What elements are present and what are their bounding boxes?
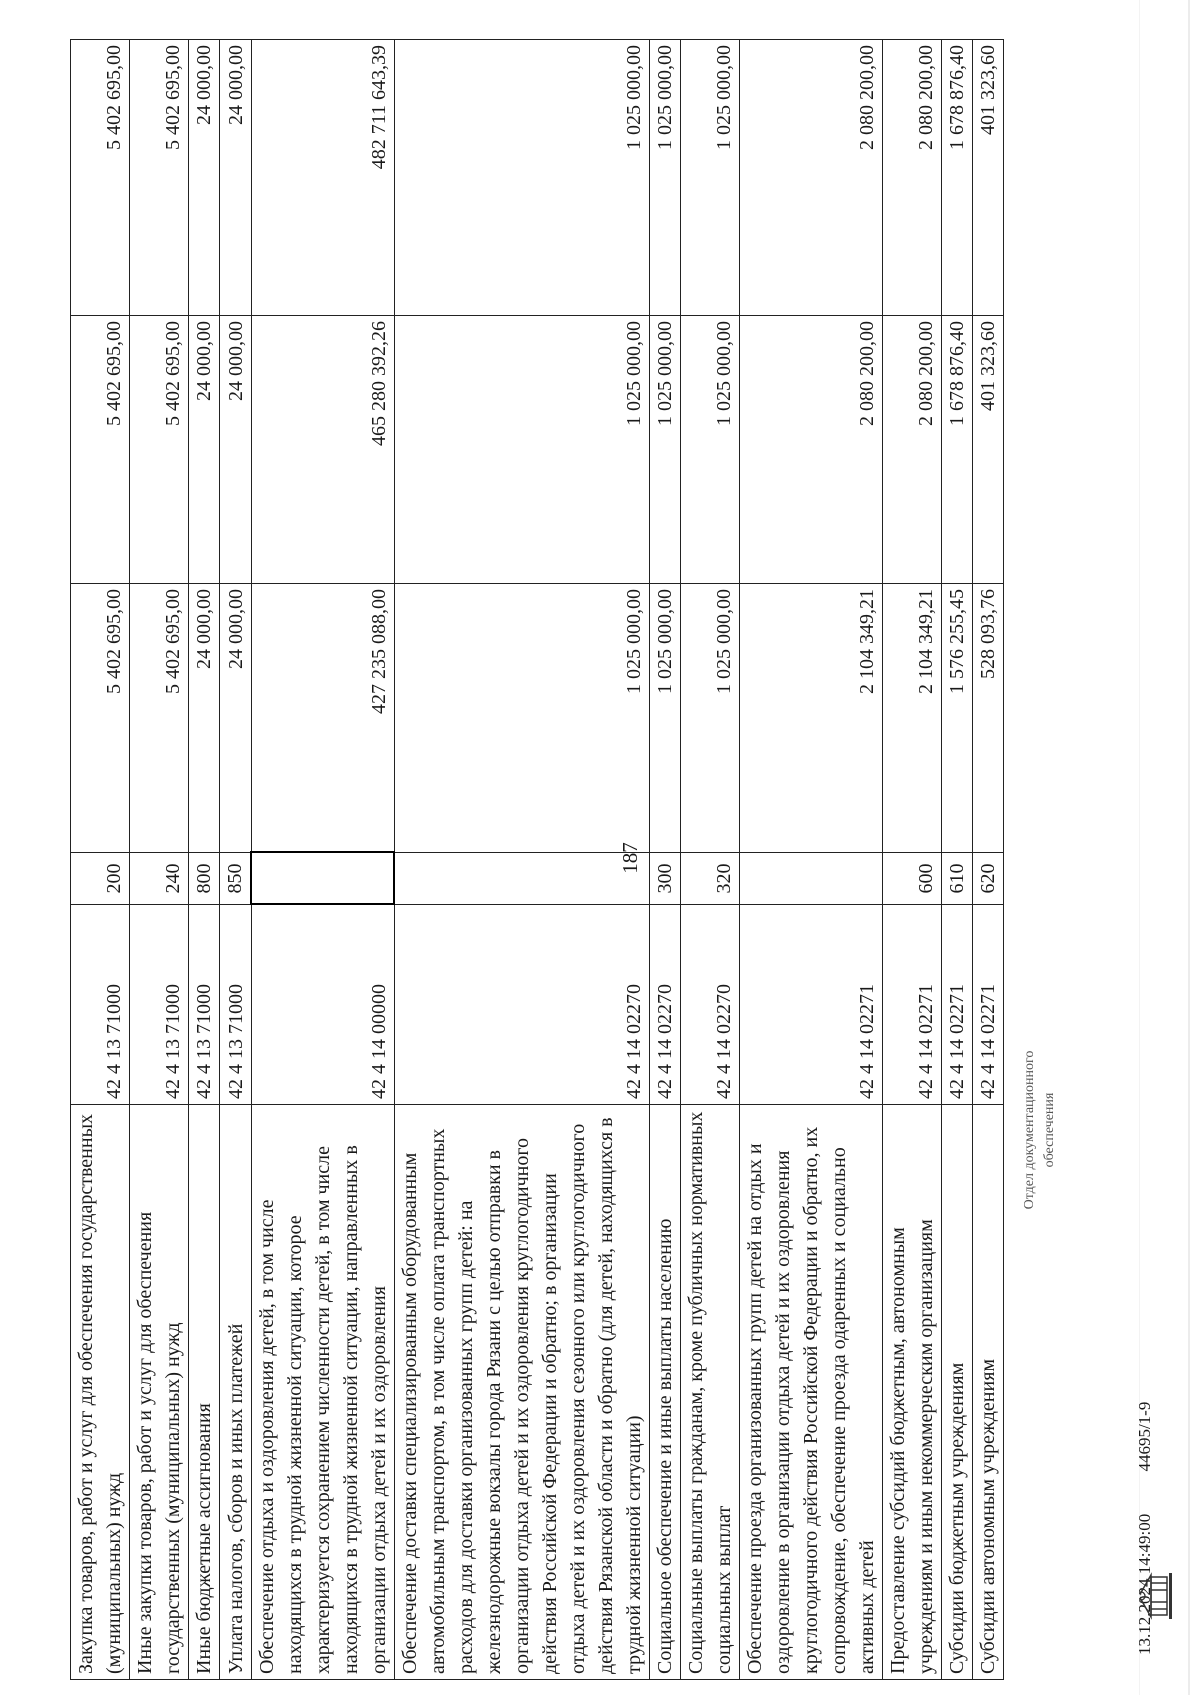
row-value-1: 5 402 695,00 [130,584,189,853]
row-name: Социальные выплаты гражданам, кроме публичных нормативных социальных выплат [680,1105,739,1680]
row-value-3: 2 080 200,00 [882,40,941,316]
row-name: Уплата налогов, сборов и иных платежей [220,1105,252,1680]
row-value-1: 2 104 349,21 [882,584,941,853]
table-row [71,40,130,1680]
table-row [649,40,680,1680]
row-value-3: 1 025 000,00 [649,40,680,316]
row-value-2: 465 280 392,26 [251,316,394,584]
table-row [220,40,252,1680]
row-value-2: 401 323,60 [972,316,1003,584]
budget-table [70,39,1004,1680]
row-value-1: 1 025 000,00 [680,584,739,853]
table-row [680,40,739,1680]
row-code: 42 4 14 02271 [941,905,972,1105]
row-value-2: 5 402 695,00 [130,316,189,584]
table-row [739,40,882,1680]
row-value-3: 401 323,60 [972,40,1003,316]
row-value-3: 1 025 000,00 [394,40,649,316]
table-row [251,40,394,1680]
row-value-2: 24 000,00 [189,316,220,584]
row-value-2: 5 402 695,00 [71,316,130,584]
row-name: Социальное обеспечение и иные выплаты населению [649,1105,680,1680]
table-row [941,40,972,1680]
row-code: 42 4 14 00000 [251,905,394,1105]
row-value-3: 24 000,00 [220,40,252,316]
table-row [130,40,189,1680]
row-value-1: 528 093,76 [972,584,1003,853]
budget-table-body [71,40,1004,1680]
row-value-1: 1 025 000,00 [394,584,649,853]
row-name: Обеспечение отдыха и оздоровления детей, в том числе находящихся в трудной жизненной ситуации, которое характеризуется сохранением численности детей, в том числе находящихся в трудной жизненной ситуации, направленных в организации отдыха детей и их оздоровления [251,1105,394,1680]
row-vr [394,853,649,905]
row-vr: 610 [941,853,972,905]
row-name: Обеспечение доставки специализированным оборудованным автомобильным транспортом, в том числе оплата транспортных расходов для доставки организованных групп детей: на железнодорожные вокзалы города Рязани с целью отправки в организации отдыха детей и их оздоровления круглогодичного действия Российской Федерации и обратно; в организации отдыха детей и их оздоровления сезонного или круглогодичного действия Рязанской области и обратно (для детей, находящихся в трудной жизненной ситуации) [394,1105,649,1680]
row-code: 42 4 13 71000 [130,905,189,1105]
row-value-1: 1 576 255,45 [941,584,972,853]
row-value-1: 1 025 000,00 [649,584,680,853]
stamp-line-1: Отдел документационного [1022,1050,1037,1210]
stamp-line-2: обеспечения [1042,1092,1057,1168]
building-emblem-icon [1140,1570,1174,1622]
row-vr: 300 [649,853,680,905]
row-value-3: 1 025 000,00 [680,40,739,316]
row-name: Закупка товаров, работ и услуг для обеспечения государственных (муниципальных) нужд [71,1105,130,1680]
row-vr: 240 [130,853,189,905]
row-value-1: 24 000,00 [220,584,252,853]
row-vr [739,853,882,905]
row-code: 42 4 13 71000 [220,905,252,1105]
row-value-3: 24 000,00 [189,40,220,316]
row-value-1: 427 235 088,00 [251,584,394,853]
row-code: 42 4 14 02270 [394,905,649,1105]
row-value-2: 1 025 000,00 [649,316,680,584]
row-code: 42 4 13 71000 [71,905,130,1105]
table-row [882,40,941,1680]
row-code: 42 4 13 71000 [189,905,220,1105]
row-value-3: 1 678 876,40 [941,40,972,316]
row-vr: 200 [71,853,130,905]
row-value-3: 5 402 695,00 [130,40,189,316]
row-vr [251,853,394,905]
row-code: 42 4 14 02270 [680,905,739,1105]
row-value-2: 1 678 876,40 [941,316,972,584]
row-code: 42 4 14 02271 [882,905,941,1105]
row-code: 42 4 14 02270 [649,905,680,1105]
row-value-3: 5 402 695,00 [71,40,130,316]
table-row [394,40,649,1680]
rotated-table-container [70,40,1004,1680]
footer-document-id: 44695/1-9 [1135,1401,1154,1472]
row-value-2: 2 080 200,00 [739,316,882,584]
row-vr: 620 [972,853,1003,905]
footer-datetime: 13.12.2024 14:49:00 [1135,1513,1154,1655]
row-name: Иные закупки товаров, работ и услуг для обеспечения государственных (муниципальных) нужд [130,1105,189,1680]
row-name: Субсидии автономным учреждениям [972,1105,1003,1680]
table-row [972,40,1003,1680]
row-code: 42 4 14 02271 [739,905,882,1105]
row-vr: 600 [882,853,941,905]
department-stamp [1020,1050,1060,1210]
row-vr: 850 [220,853,252,905]
row-name: Обеспечение проезда организованных групп детей на отдых и оздоровление в организации отдыха детей и их оздоровления круглогодичного действия Российской Федерации и обратно, их сопровождение, обеспечение проезда одаренных и социально активных детей [739,1105,882,1680]
row-value-3: 2 080 200,00 [739,40,882,316]
row-vr: 320 [680,853,739,905]
row-value-2: 2 080 200,00 [882,316,941,584]
row-name: Иные бюджетные ассигнования [189,1105,220,1680]
page-number: 187 [618,842,642,874]
table-row [189,40,220,1680]
row-code: 42 4 14 02271 [972,905,1003,1105]
row-value-1: 24 000,00 [189,584,220,853]
row-value-1: 2 104 349,21 [739,584,882,853]
row-value-3: 482 711 643,39 [251,40,394,316]
row-value-2: 1 025 000,00 [394,316,649,584]
row-value-2: 1 025 000,00 [680,316,739,584]
row-value-1: 5 402 695,00 [71,584,130,853]
document-footer [1130,1055,1160,1655]
row-name: Предоставление субсидий бюджетным, автономным учреждениям и иным некоммерческим организациям [882,1105,941,1680]
scan-edge [1188,0,1190,1695]
row-value-2: 24 000,00 [220,316,252,584]
row-name: Субсидии бюджетным учреждениям [941,1105,972,1680]
row-vr: 800 [189,853,220,905]
